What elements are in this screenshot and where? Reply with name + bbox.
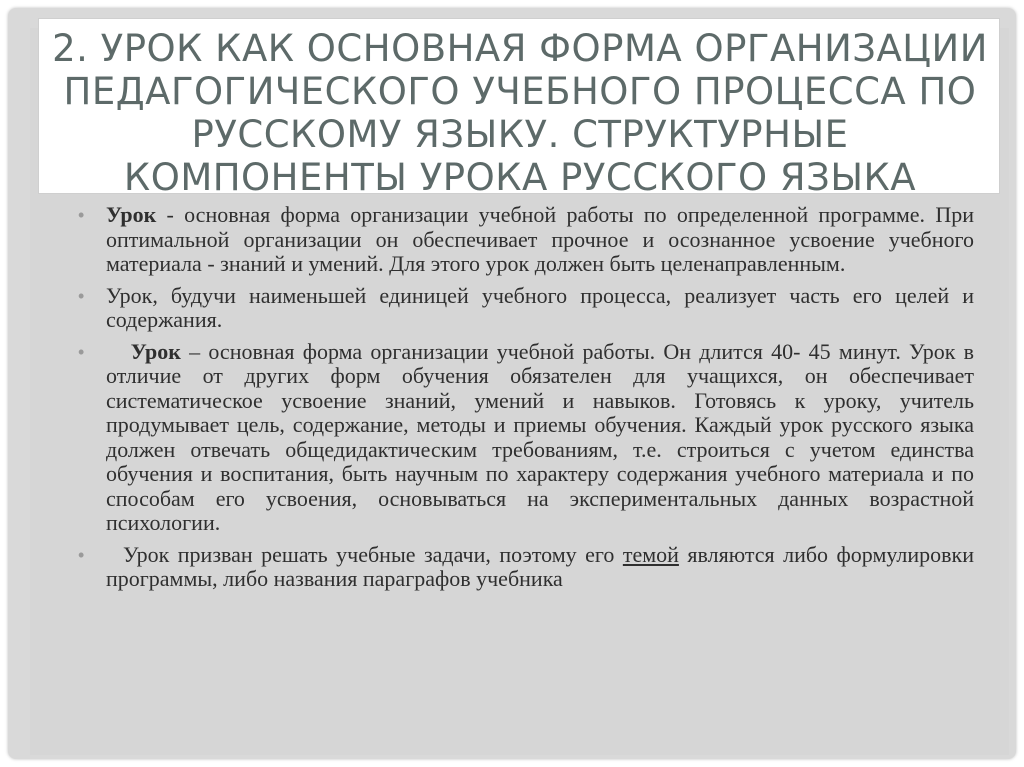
indent-space (106, 339, 131, 364)
bullet-icon: • (78, 285, 85, 306)
bullet-icon: • (78, 205, 85, 225)
list-item-text: являются либо формулировки программы, либо названия параграфов учебника (106, 541, 975, 591)
list-item (76, 543, 974, 592)
list-item (76, 203, 974, 277)
list-item-text: - основная форма организации учебной работы по определенной программе. При оптимальной организации он обеспечивает прочное и осознанное усвоение учебного материала - знаний и умений. Для этого урок должен быть целенаправленным. (106, 202, 974, 276)
bullet-icon: • (78, 544, 85, 565)
list-item-text: Урок, будучи наименьшей единицей учебного процесса, реализует часть его целей и содержания. (106, 282, 974, 332)
slide-title: 2. УРОК КАК ОСНОВНАЯ ФОРМА ОРГАНИЗАЦИИ ПЕДАГОГИЧЕСКОГО УЧЕБНОГО ПРОЦЕССА ПО РУССКОМУ ЯЗЫКУ. СТРУКТУРНЫЕ КОМПОНЕНТЫ УРОКА РУССКОГО ЯЗЫКА (52, 27, 988, 199)
slide-frame (8, 8, 1016, 759)
list-item (76, 284, 974, 333)
topic-link[interactable]: темой (622, 541, 679, 567)
bullet-list (76, 203, 974, 599)
term-label: Урок (106, 202, 157, 227)
list-item (76, 340, 974, 536)
title-box (38, 18, 1000, 199)
list-item-text: – основная форма организации учебной работы. Он длится 40- 45 минут. Урок в отличие от других форм обучения обязателен для учащихся, он обеспечивает систематическое усвоение знаний, умений и навыков. Готовясь к уроку, учитель продумывает цель, содержание, методы и приемы обучения. Каждый урок русского языка должен отвечать общедидактическим требованиям, т.е. строиться с учетом единства обучения и воспитания, быть научным по характеру содержания учебного материала и по способам его усвоения, основываться на экспериментальных данных возрастной психологии. (106, 338, 974, 535)
bullet-icon: • (78, 341, 85, 362)
term-label: Урок (130, 338, 181, 364)
list-item-text: Урок призван решать учебные задачи, поэтому его (106, 541, 623, 567)
